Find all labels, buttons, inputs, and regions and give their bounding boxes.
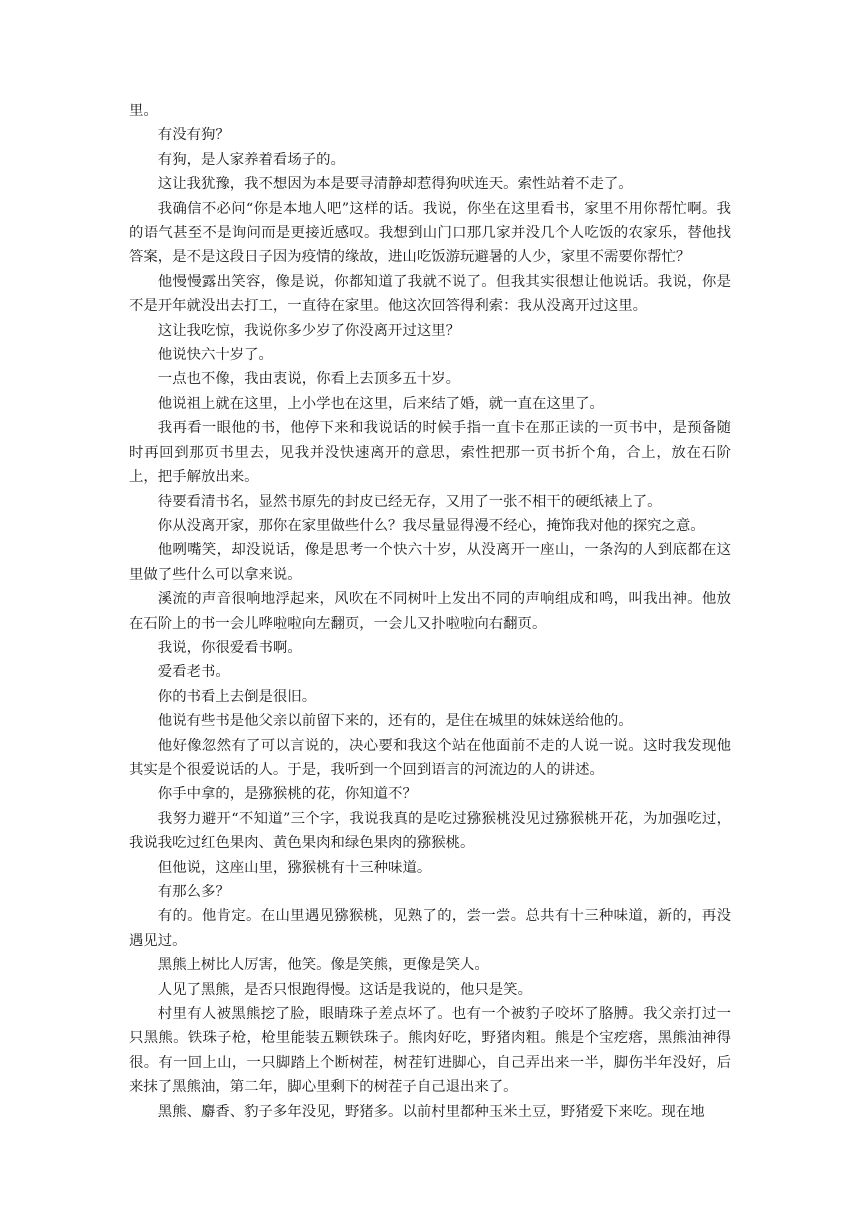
- paragraph: 这让我犹豫，我不想因为本是要寻清静却惹得狗吠连天。索性站着不走了。: [157, 176, 633, 193]
- body-text: [129, 99, 731, 1124]
- paragraph: 他说祖上就在这里，上小学也在这里，后来结了婚，就一直在这里了。: [157, 395, 604, 412]
- paragraph: 有那么多？: [157, 884, 230, 900]
- paragraph: 这让我吃惊，我说你多少岁了你没离开过这里？: [157, 322, 461, 339]
- paragraph: 溪流的声音很响地浮起来，风吹在不同树叶上发出不同的声响组成和鸣，叫我出神。他放在石阶上的书一会儿哗啦啦向左翻页，一会儿又扑啦啦向右翻页。: [129, 591, 731, 632]
- paragraph: 我再看一眼他的书，他停下来和我说话的时候手指一直卡在那正读的一页书中，是预备随时再回到那页书里去，见我并没快速离开的意思，索性把那一页书折个角，合上，放在石阶上，把手解放出来。: [129, 420, 731, 486]
- paragraph: 他慢慢露出笑容，像是说，你都知道了我就不说了。但我其实很想让他说话。我说，你是不是开年就没出去打工，一直待在家里。他这次回答得利索：我从没离开过这里。: [129, 273, 731, 315]
- paragraph-continued: 里。: [129, 103, 158, 119]
- paragraph: 一点也不像，我由衷说，你看上去顶多五十岁。: [157, 371, 461, 388]
- paragraph: 他说快六十岁了。: [157, 347, 273, 364]
- paragraph: 但他说，这座山里，猕猴桃有十三种味道。: [157, 859, 432, 876]
- paragraph: 他咧嘴笑，却没说话，像是思考一个快六十岁，从没离开一座山，一条沟的人到底都在这里做了些什么可以拿来说。: [129, 542, 731, 583]
- paragraph: 你的书看上去倒是很旧。: [157, 688, 317, 705]
- paragraph: 你从没离开家，那你在家里做些什么？我尽量显得漫不经心，掩饰我对他的探究之意。: [157, 517, 705, 534]
- paragraph: 他说有些书是他父亲以前留下来的，还有的，是住在城里的妹妹送给他的。: [157, 713, 633, 730]
- paragraph: 爱看老书。: [157, 664, 230, 681]
- paragraph: 他好像忽然有了可以言说的，决心要和我这个站在他面前不走的人说一说。这时我发现他其实是个很爱说话的人。于是，我听到一个回到语言的河流边的人的讲述。: [129, 737, 731, 778]
- paragraph: 有的。他肯定。在山里遇见猕猴桃，见熟了的，尝一尝。总共有十三种味道，新的，再没遇见过。: [129, 908, 731, 949]
- paragraph: 村里有人被黑熊挖了脸，眼睛珠子差点坏了。也有一个被豹子咬坏了胳膊。我父亲打过一只黑熊。铁珠子枪，枪里能装五颗铁珠子。熊肉好吃，野猪肉粗。熊是个宝疙瘩，黑熊油神得很。有一回上山，一只脚踏上个断树茬，树茬钉进脚心，自己弄出来一半，脚伤半年没好，后来抹了黑熊油，第二年，脚心里剩下的树茬子自己退出来了。: [129, 1006, 731, 1096]
- paragraph: 我确信不必问“你是本地人吧”这样的话。我说，你坐在这里看书，家里不用你帮忙啊。我的语气甚至不是询问而是更接近感叹。我想到山门口那几家并没几个人吃饭的农家乐，替他找答案，是不是这段日子因为疫情的缘故，进山吃饭游玩避暑的人少，家里不需要你帮忙？: [129, 200, 731, 266]
- paragraph: 你手中拿的，是猕猴桃的花，你知道不？: [157, 786, 417, 803]
- paragraph: 人见了黑熊，是否只恨跑得慢。这话是我说的，他只是笑。: [157, 981, 532, 998]
- paragraph: 我说，你很爱看书啊。: [157, 639, 302, 656]
- paragraph: 我努力避开“不知道”三个字，我说我真的是吃过猕猴桃没见过猕猴桃开花，为加强吃过，我说我吃过红色果肉、黄色果肉和绿色果肉的猕猴桃。: [129, 810, 731, 852]
- paragraph: 黑熊、麝香、豹子多年没见，野猪多。以前村里都种玉米土豆，野猪爱下来吃。现在地: [157, 1103, 705, 1120]
- paragraph: 有狗，是人家养着看场子的。: [157, 151, 345, 168]
- paragraph: 待要看清书名，显然书原先的封皮已经无存，又用了一张不相干的硬纸裱上了。: [157, 493, 662, 510]
- paragraph: 有没有狗？: [157, 127, 230, 144]
- paragraph: 黑熊上树比人厉害，他笑。像是笑熊，更像是笑人。: [157, 957, 489, 974]
